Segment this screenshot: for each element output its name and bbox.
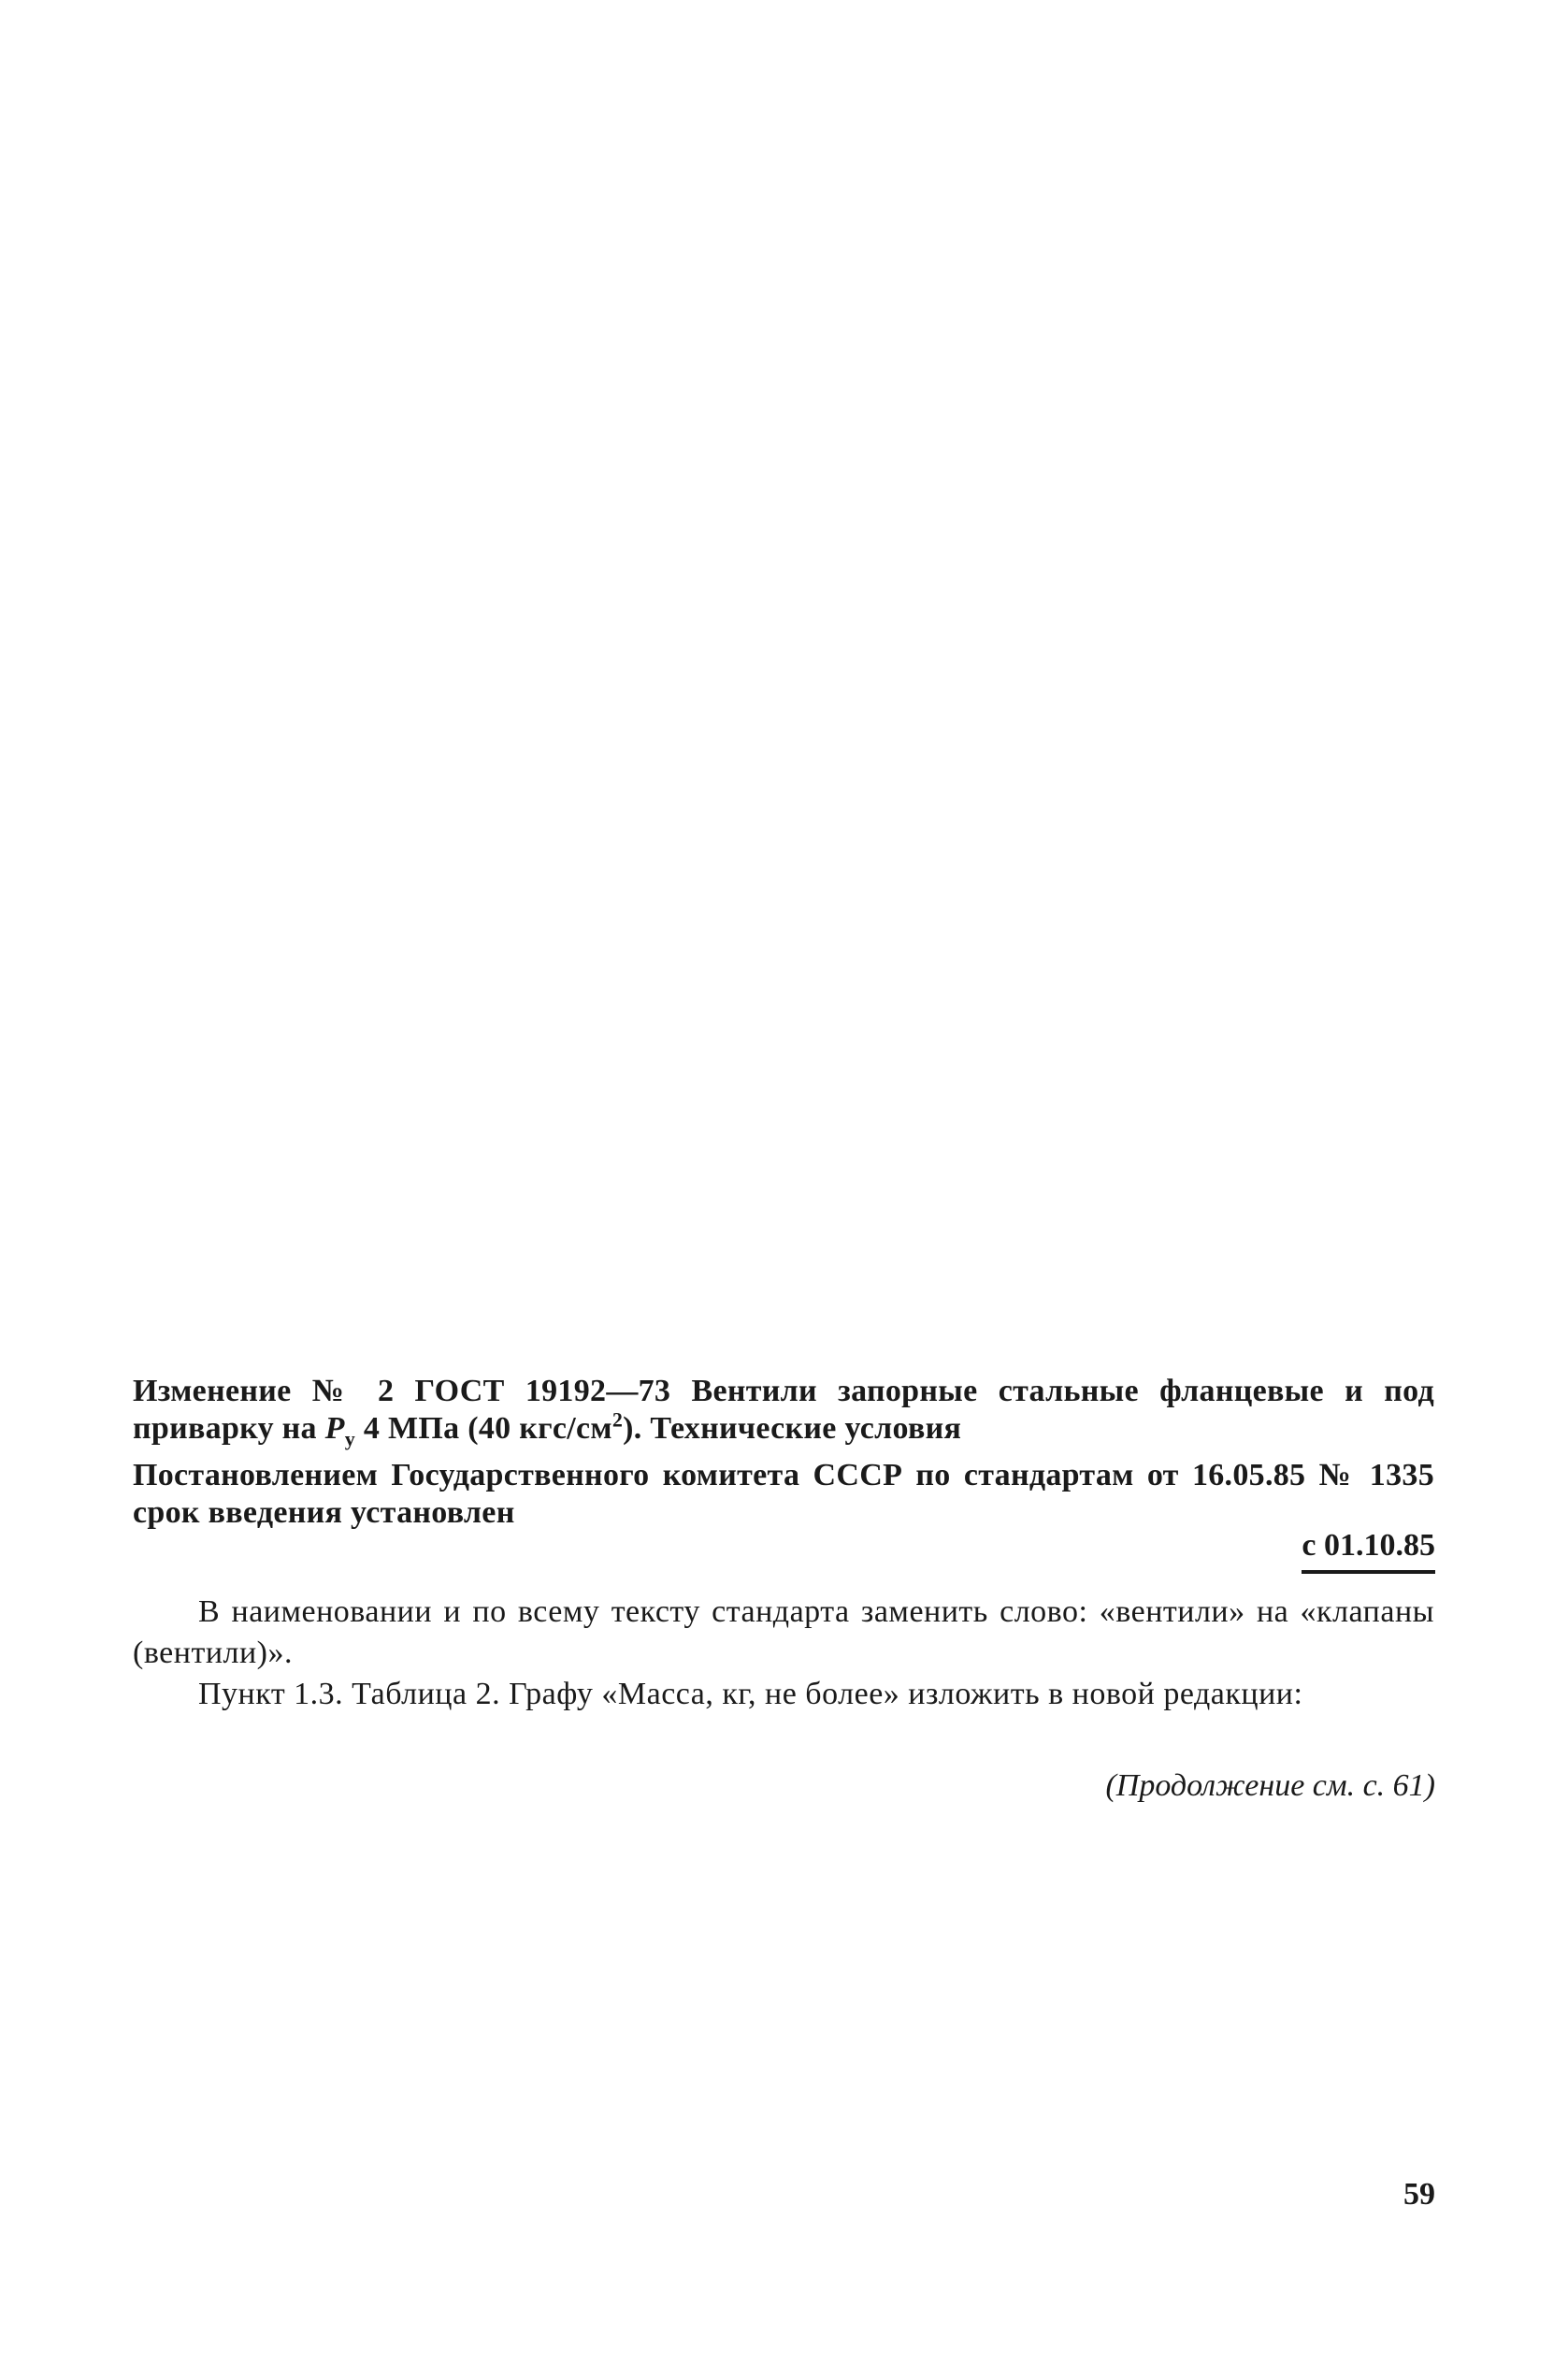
amendment-title (133, 1373, 1434, 1448)
effective-date: с 01.10.85 (1302, 1527, 1435, 1574)
title-part3: ). Технические условия (623, 1411, 962, 1446)
paragraph-rename: В наименовании и по всему тексту стандарта заменить слово: «вентили» на «клапаны (вентили)». (133, 1594, 1434, 1670)
title-p-letter: P (324, 1411, 345, 1446)
paragraph-table-change: Пункт 1.3. Таблица 2. Графу «Масса, кг, не более» изложить в новой редакции: (198, 1677, 1303, 1711)
title-part2: 4 МПа (40 кгс/см (355, 1411, 612, 1446)
title-p-subscript: у (344, 1426, 356, 1450)
continuation-note: (Продолжение см. с. 61) (1105, 1768, 1435, 1803)
page-number: 59 (1403, 2177, 1435, 2212)
title-superscript: 2 (611, 1407, 624, 1432)
title-part1: Изменение № 2 ГОСТ 19192—73 Вентили запорные стальные фланцевые и под приварку на (133, 1374, 1434, 1446)
decree-text: Постановлением Государственного комитета СССР по стандартам от 16.05.85 № 1335 срок введения установлен (133, 1458, 1434, 1530)
